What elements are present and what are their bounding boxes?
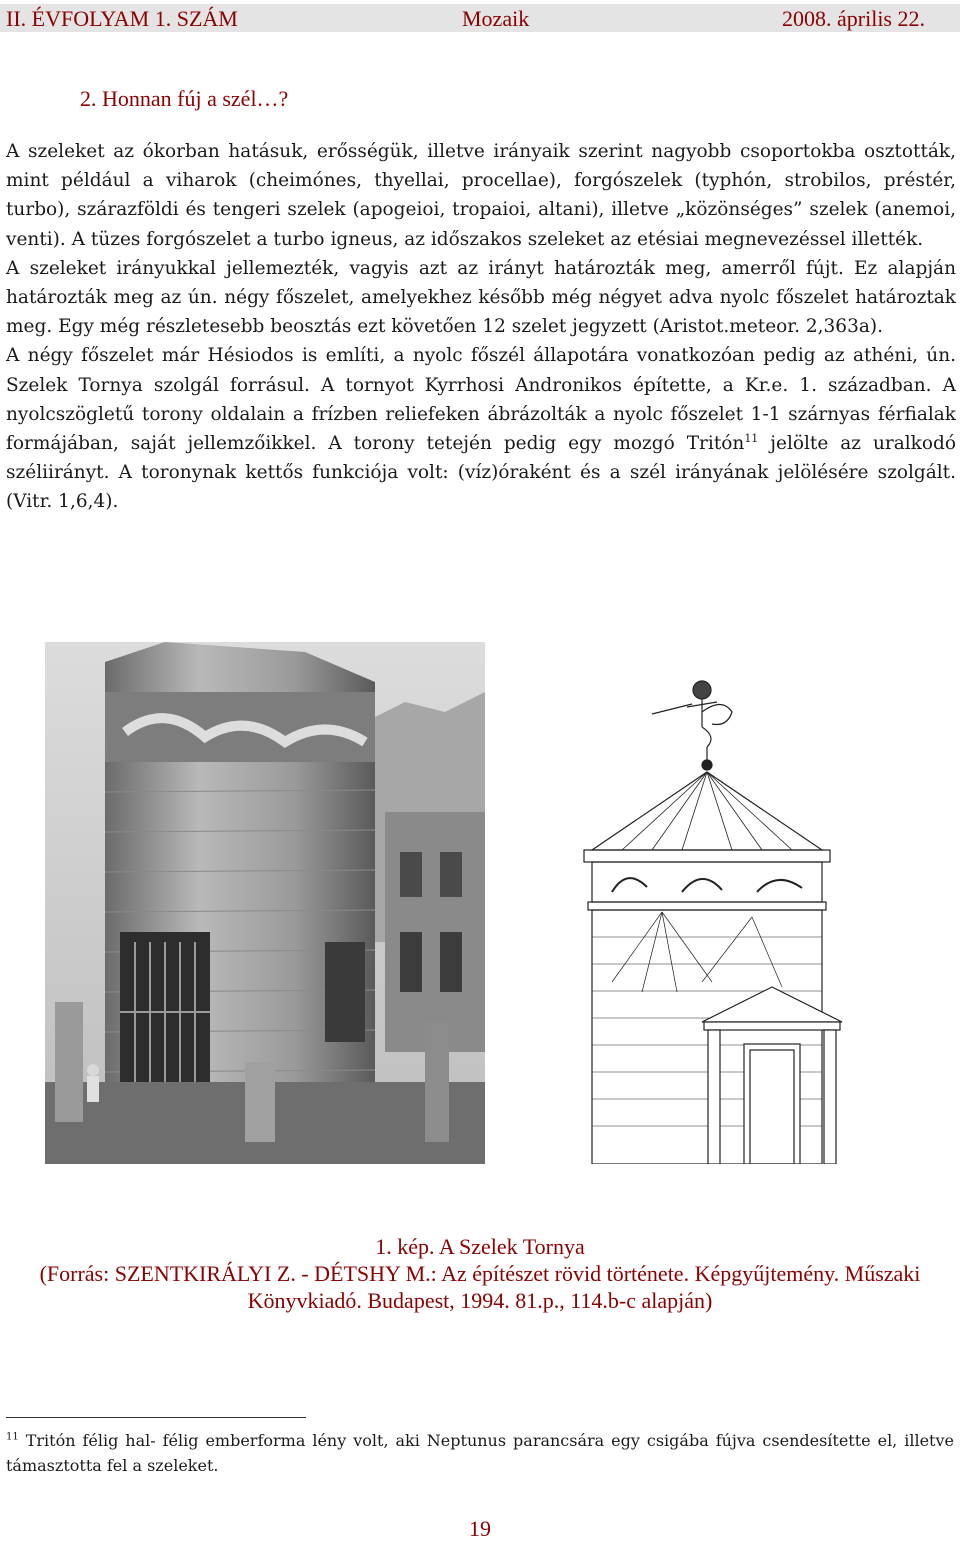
tower-photo [45, 642, 485, 1164]
paragraph-2: A szeleket irányukkal jellemezték, vagyis azt az irányt határozták meg, amerről fújt. Ez alapján határozták meg az ún. négy főszelet, amelyekhez később még négyet adva nyolc főszelet határoztak meg. Egy még részletesebb beosztás ezt követően 12 szelet jegyzett (Aristot.meteor. 2,363a). [6, 257, 956, 338]
footnote [6, 1428, 954, 1478]
article-body [6, 137, 956, 517]
header-magazine: Mozaik [462, 6, 530, 31]
page-header [0, 4, 960, 32]
header-volume: II. ÉVFOLYAM 1. SZÁM [6, 6, 238, 31]
tower-photo-graphic [45, 642, 485, 1164]
paragraph-1: A szeleket az ókorban hatásuk, erősségük, illetve irányaik szerint nagyobb csoportokba osztották, mint például a viharok (cheimónes, thyellai, procellae), forgószelek (typhón, strobilos, préstér, turbo), szárazföldi és tengeri szelek (apogeioi, tropaioi, altani), illetve „közönséges” szelek (anemoi, venti). A tüzes forgószelet a turbo igneus, az időszakos szeleket az etésiai megnevezéssel illették. [6, 141, 956, 250]
footnote-number: 11 [6, 1431, 19, 1443]
figure-caption-source: (Forrás: SZENTKIRÁLYI Z. - DÉTSHY M.: Az építészet rövid története. Képgyűjtemény. Műszaki [39, 1261, 921, 1286]
paragraph-3-text-a: A négy főszelet már Hésiodos is említi, a nyolc főszél állapotára vonatkozóan pedig az athéni, ún. Szelek Tornya szolgál forrásul. A tornyot Kyrrhosi Andronikos építette, a Kr.e. 1. században. A nyolcszögletű torony oldalain a frízben reliefeken ábrázolták a nyolc főszelet 1-1 szárnyas férfialak formájában, saját jellemzőikkel. A torony tetején pedig egy mozgó Tritón [6, 345, 956, 455]
section-title: 2. Honnan fúj a szél…? [80, 86, 289, 111]
footnote-divider [6, 1417, 306, 1418]
header-date: 2008. április 22. [782, 6, 925, 31]
paragraph-3 [6, 341, 956, 516]
figure-caption-title: 1. kép. A Szelek Tornya [375, 1234, 585, 1259]
figure-caption-source-cont: Könyvkiadó. Budapest, 1994. 81.p., 114.b-c alapján) [247, 1288, 713, 1313]
footnote-reference[interactable]: 11 [744, 431, 759, 445]
tower-drawing [552, 652, 952, 1164]
paragraph-3-text-b: jelölte az uralkodó széliirányt. A toronynak kettős funkciója volt: (víz)óraként és a szél irányának jelölésére szolgált. (Vitr. 1,6,4). [6, 433, 956, 513]
footnote-text: Tritón félig hal- félig emberforma lény volt, aki Neptunus parancsára egy csigába fújva csendesítette el, illetve támasztotta fel a szeleket. [6, 1431, 954, 1475]
page-number: 19 [469, 1516, 491, 1541]
tower-drawing-graphic [552, 652, 952, 1164]
